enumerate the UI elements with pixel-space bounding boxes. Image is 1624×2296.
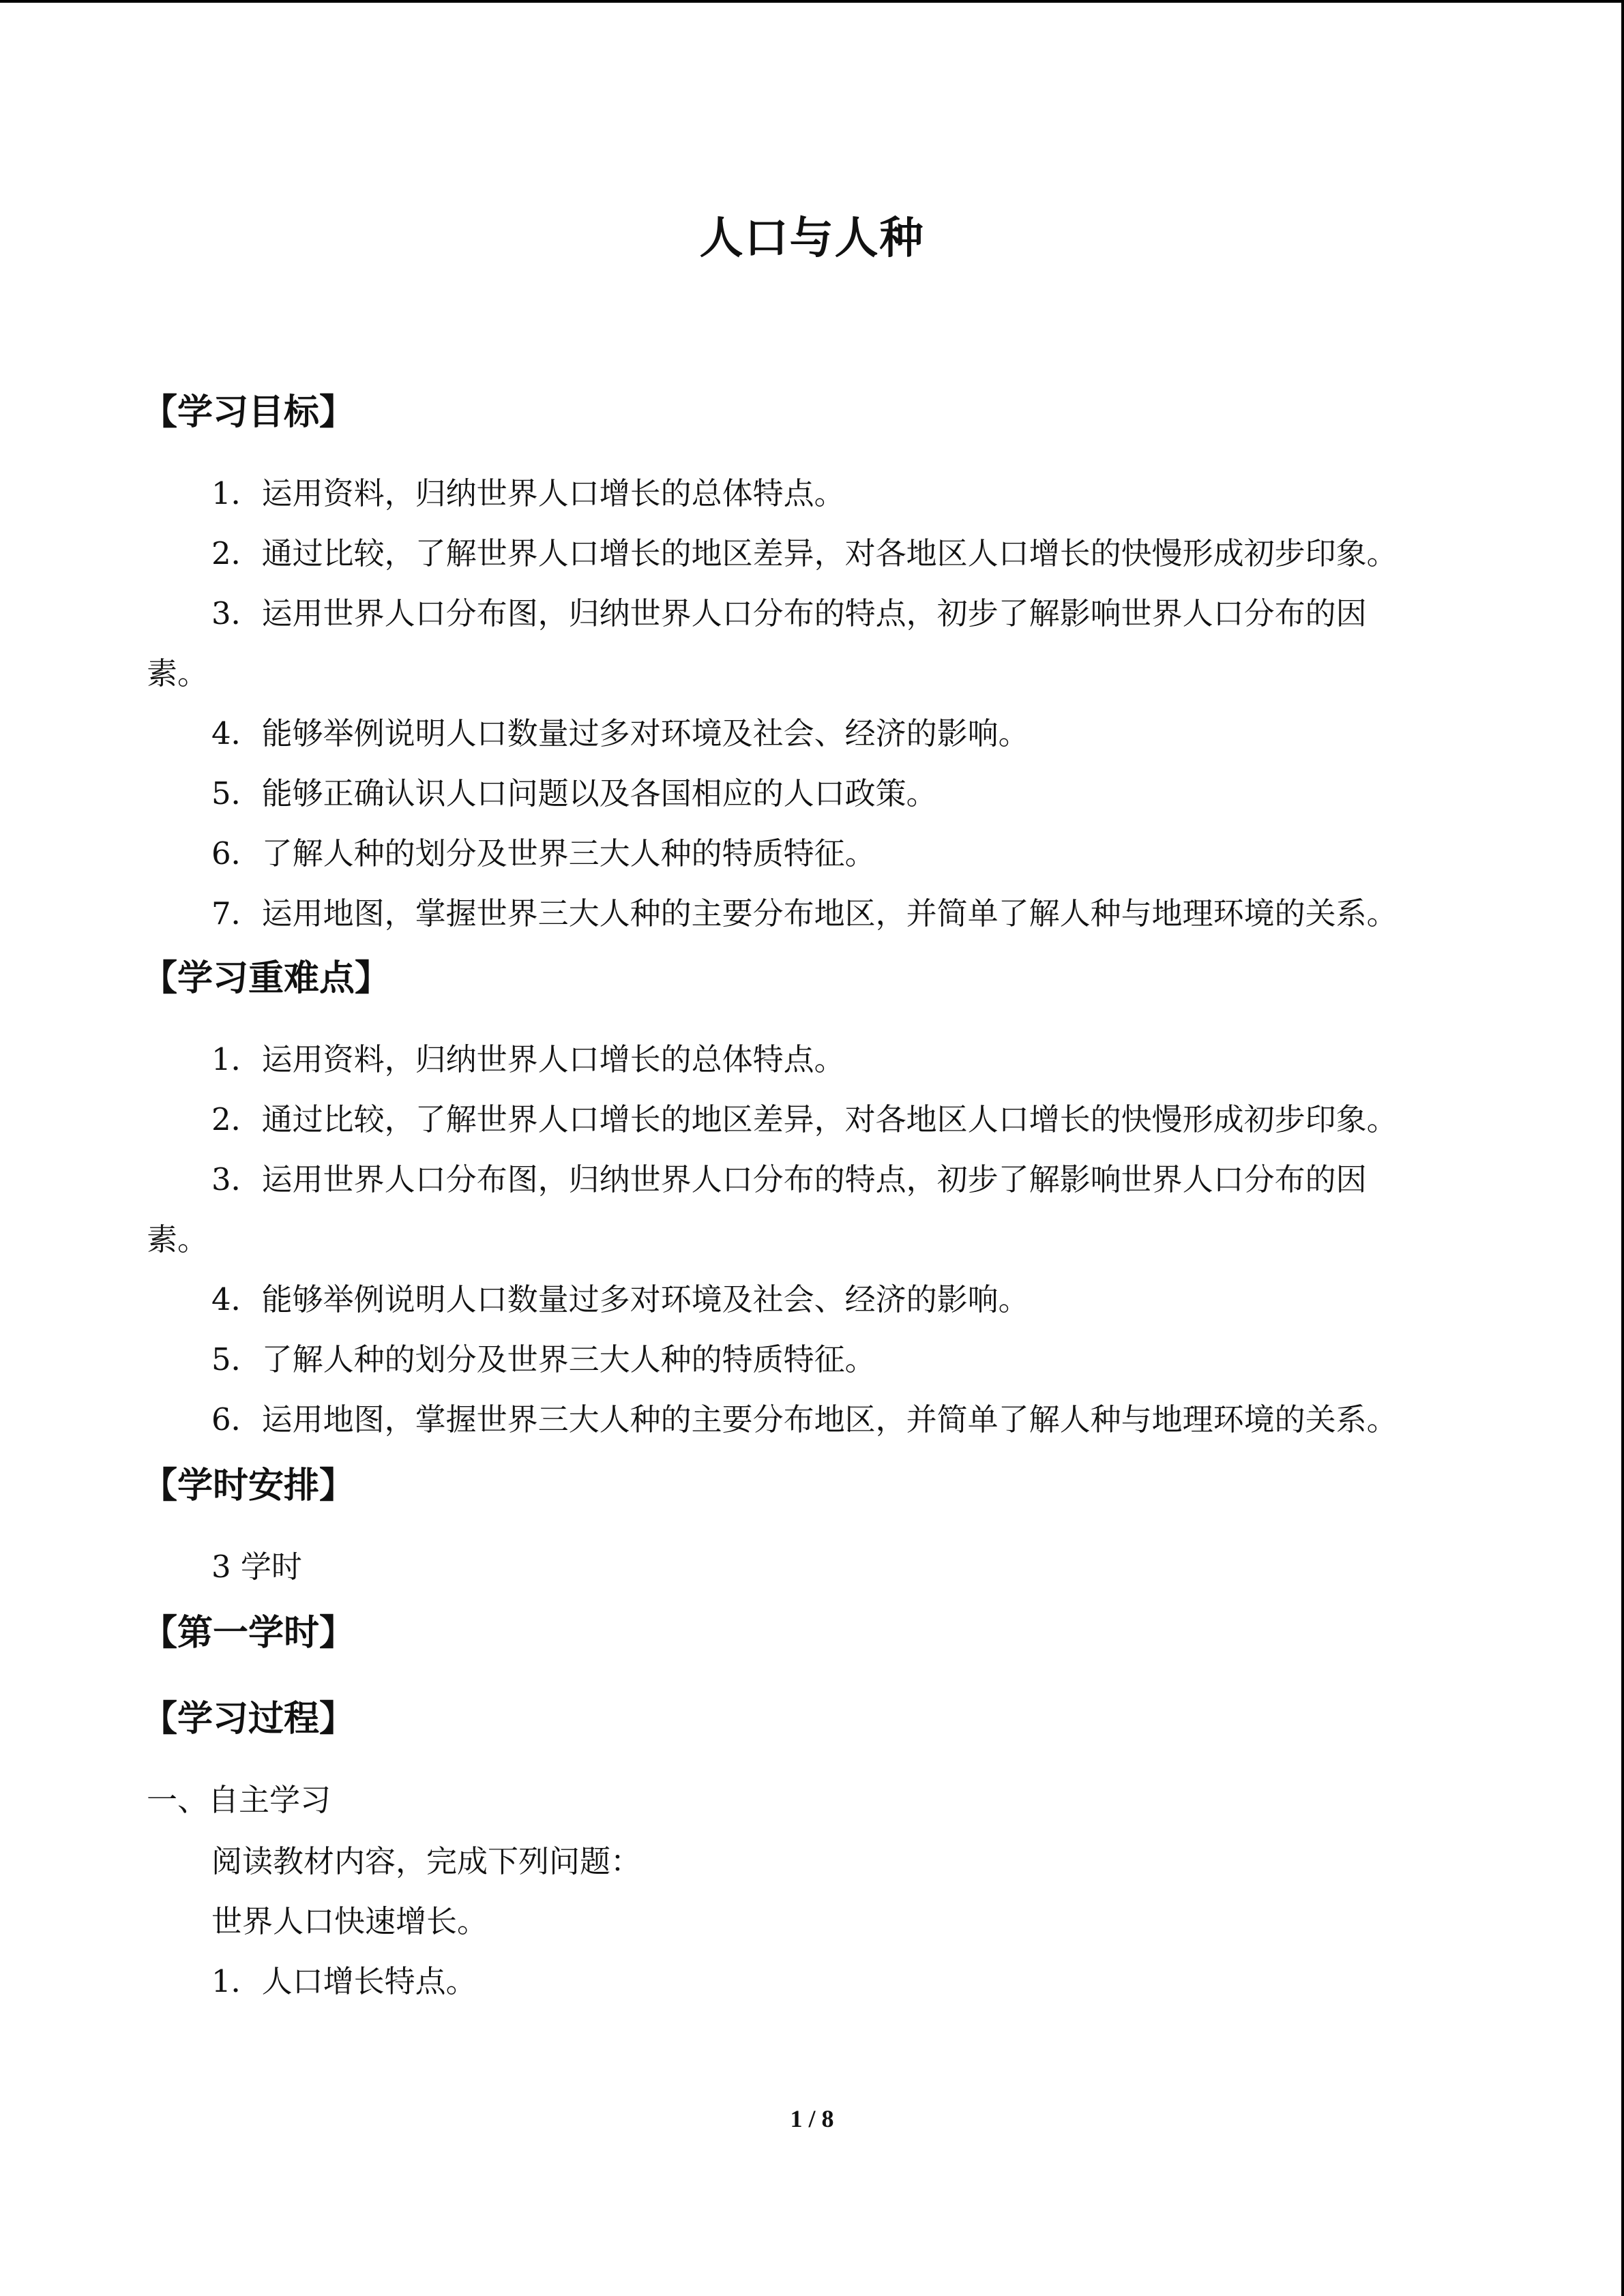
page-number: 1 / 8 <box>790 2105 834 2132</box>
objective-item-3-cont: 素。 <box>147 655 209 691</box>
key-point-item-3-cont: 素。 <box>147 1221 209 1257</box>
objective-item-2: 2．通过比较，了解世界人口增长的地区差异，对各地区人口增长的快慢形成初步印象。 <box>211 535 1398 571</box>
heading-key-points: 【学习重难点】 <box>142 958 391 999</box>
objective-item-4: 4．能够举例说明人口数量过多对环境及社会、经济的影响。 <box>211 715 1029 751</box>
document-title: 人口与人种 <box>699 213 925 264</box>
key-point-item-4: 4．能够举例说明人口数量过多对环境及社会、经济的影响。 <box>211 1281 1029 1317</box>
heading-process: 【学习过程】 <box>142 1699 355 1740</box>
heading-schedule: 【学时安排】 <box>142 1465 355 1506</box>
key-point-item-5: 5．了解人种的划分及世界三大人种的特质特征。 <box>211 1341 876 1377</box>
key-point-item-6: 6．运用地图，掌握世界三大人种的主要分布地区，并简单了解人种与地理环境的关系。 <box>211 1401 1398 1437</box>
process-part-1: 一、自主学习 <box>147 1782 331 1818</box>
process-instruction: 阅读教材内容，完成下列问题： <box>211 1843 642 1879</box>
process-topic: 世界人口快速增长。 <box>211 1903 488 1939</box>
key-point-item-1: 1．运用资料，归纳世界人口增长的总体特点。 <box>211 1041 845 1077</box>
key-point-item-2: 2．通过比较，了解世界人口增长的地区差异，对各地区人口增长的快慢形成初步印象。 <box>211 1101 1398 1137</box>
heading-first-period: 【第一学时】 <box>142 1613 355 1654</box>
objective-item-6: 6．了解人种的划分及世界三大人种的特质特征。 <box>211 835 876 871</box>
objective-item-5: 5．能够正确认识人口问题以及各国相应的人口政策。 <box>211 775 937 811</box>
schedule-text: 3 学时 <box>211 1549 302 1585</box>
key-point-item-3: 3．运用世界人口分布图，归纳世界人口分布的特点，初步了解影响世界人口分布的因 <box>211 1161 1367 1197</box>
page-border-top <box>0 0 1624 3</box>
page-border-right <box>1621 0 1624 2296</box>
objective-item-7: 7．运用地图，掌握世界三大人种的主要分布地区，并简单了解人种与地理环境的关系。 <box>211 895 1398 931</box>
objective-item-1: 1．运用资料，归纳世界人口增长的总体特点。 <box>211 475 845 511</box>
process-question-1: 1．人口增长特点。 <box>211 1963 477 1999</box>
heading-objectives: 【学习目标】 <box>142 392 355 433</box>
objective-item-3: 3．运用世界人口分布图，归纳世界人口分布的特点，初步了解影响世界人口分布的因 <box>211 595 1367 631</box>
